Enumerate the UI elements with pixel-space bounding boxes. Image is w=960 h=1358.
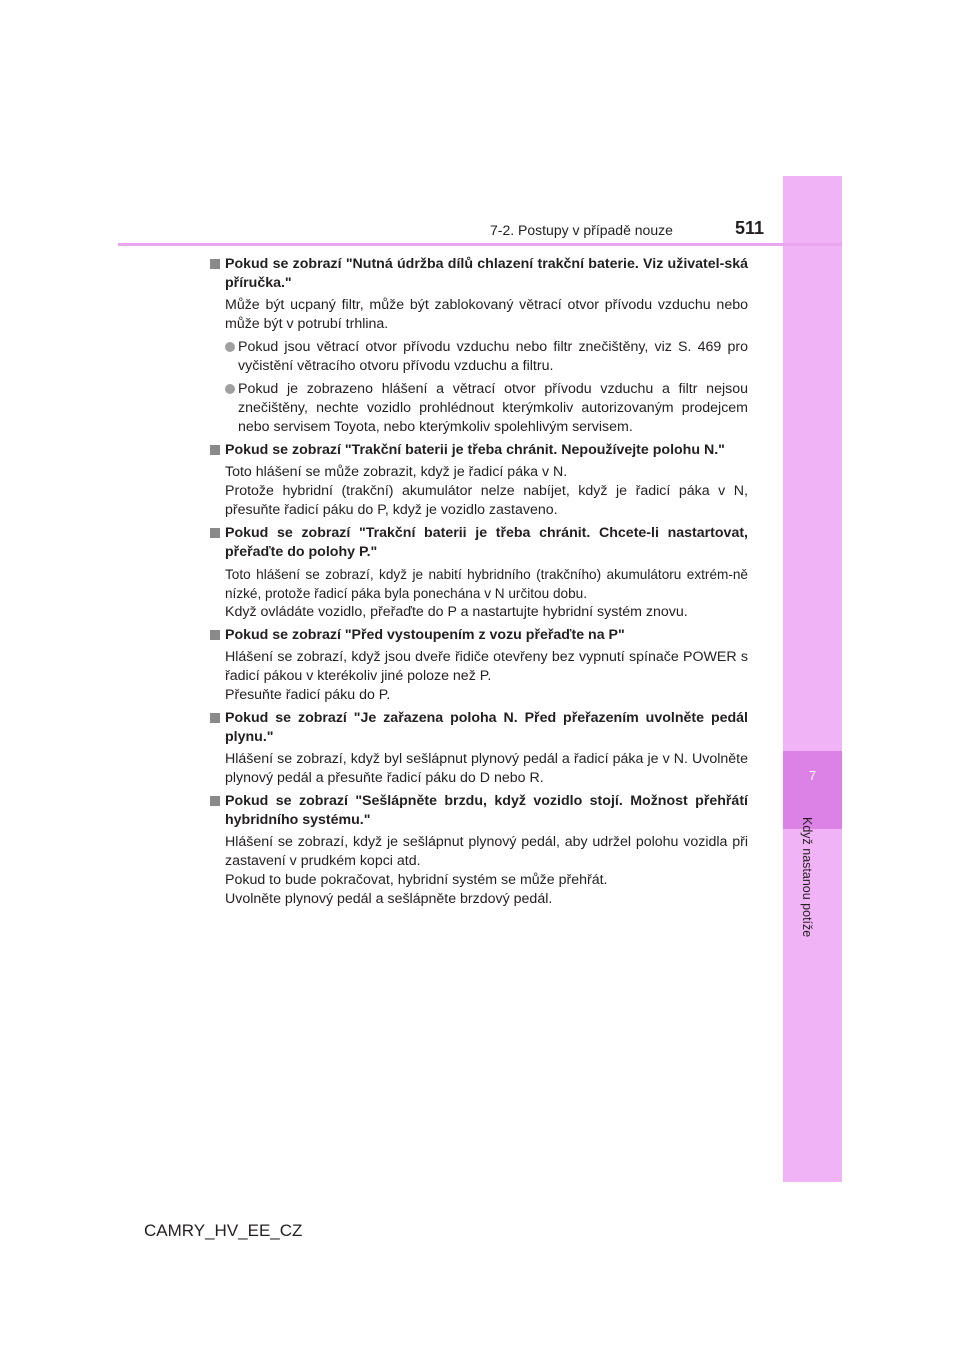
item-heading: Pokud se zobrazí "Je zařazena poloha N. Před přeřazením uvolněte pedál plynu." [210, 709, 748, 747]
square-bullet-icon [210, 630, 220, 640]
item-heading: Pokud se zobrazí "Trakční baterii je třeba chránit. Chcete-li nastartovat, přeřaďte do polohy P." [210, 524, 748, 562]
list-item: Pokud jsou větrací otvor přívodu vzduchu nebo filtr znečištěny, viz S. 469 pro vyčistění větracího otvoru přívodu vzduchu a filtru. [225, 338, 748, 376]
circle-bullet-icon [225, 342, 235, 352]
item-text: Hlášení se zobrazí, když jsou dveře řidiče otevřeny bez vypnutí spínače POWER s řadicí pákou v kterékoliv jiné poloze než P. Přesuňte řadicí páku do P. [225, 649, 748, 703]
item-protect-battery-p [210, 524, 748, 622]
item-shift-to-p [210, 626, 748, 705]
item-protect-battery-n [210, 441, 748, 520]
page-content [210, 255, 748, 913]
chapter-side-tab [783, 176, 842, 1182]
header-divider [118, 243, 842, 246]
circle-bullet-icon [225, 384, 235, 394]
item-cooling-maintenance [210, 255, 748, 437]
item-text: Hlášení se zobrazí, když je sešlápnut plynový pedál, aby udržel polohu vozidla při zastavení v prudkém kopci atd. Pokud to bude pokračovat, hybridní systém se může přehřát. Uvolněte plynový pedál a sešlápněte brzdový pedál. [225, 834, 748, 907]
section-title: 7-2. Postupy v případě nouze [490, 222, 673, 238]
square-bullet-icon [210, 445, 220, 455]
item-n-engaged [210, 709, 748, 788]
item-heading: Pokud se zobrazí "Trakční baterii je třeba chránit. Nepoužívejte polohu N." [210, 441, 748, 460]
page-number: 511 [735, 218, 765, 238]
square-bullet-icon [210, 528, 220, 538]
model-code: CAMRY_HV_EE_CZ [144, 1221, 303, 1240]
item-heading: Pokud se zobrazí "Před vystoupením z vozu přeřaďte na P" [210, 626, 748, 645]
square-bullet-icon [210, 259, 220, 269]
item-text: Hlášení se zobrazí, když byl sešlápnut plynový pedál a řadicí páka je v N. Uvolněte plynový pedál a přesuňte řadicí páku do D nebo R. [225, 751, 748, 786]
chapter-number: 7 [808, 768, 817, 783]
list-item: Pokud je zobrazeno hlášení a větrací otvor přívodu vzduchu a filtr nejsou znečištěny, nechte vozidlo prohlédnout kterýmkoliv autorizovaným prodejcem nebo servisem Toyota, nebo kterýmkoliv spolehlivým servisem. [225, 380, 748, 437]
chapter-title: Když nastanou potíže [800, 817, 814, 938]
item-heading: Pokud se zobrazí "Sešlápněte brzdu, když vozidlo stojí. Možnost přehřátí hybridního systému." [210, 792, 748, 830]
item-text: Může být ucpaný filtr, může být zablokovaný větrací otvor přívodu vzduchu nebo může být v potrubí trhlina. [225, 297, 748, 332]
item-heading: Pokud se zobrazí "Nutná údržba dílů chlazení trakční baterie. Viz uživatel-ská příručka." [210, 255, 748, 293]
item-text: Toto hlášení se může zobrazit, když je řadicí páka v N. Protože hybridní (trakční) akumulátor nelze nabíjet, když je řadicí páka v N, přesuňte řadicí páku do P, když je vozidlo zastaveno. [225, 464, 748, 518]
item-text: Toto hlášení se zobrazí, když je nabití hybridního (trakčního) akumulátoru extrém-ně nízké, protože řadicí páka byla ponechána v N určitou dobu. Když ovládáte vozidlo, přeřaďte do P a nastartujte hybridní systém znovu. [225, 567, 748, 620]
square-bullet-icon [210, 713, 220, 723]
square-bullet-icon [210, 796, 220, 806]
item-brake-overheat [210, 792, 748, 909]
